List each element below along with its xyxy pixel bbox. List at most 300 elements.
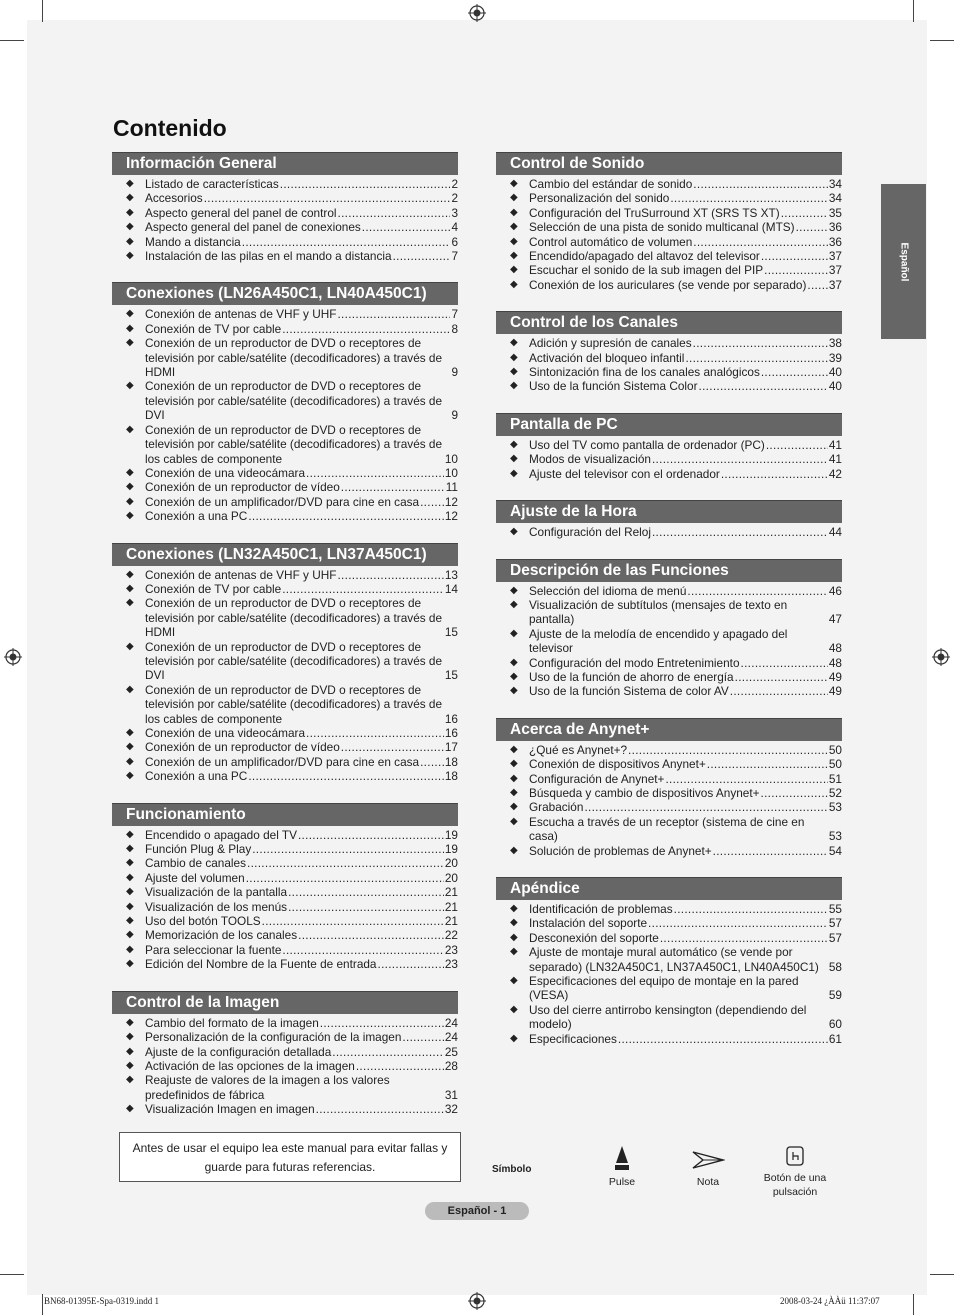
toc-item — [112, 914, 458, 928]
toc-page-number: 48 — [828, 641, 842, 656]
toc-item-text: Reajuste de valores de la imagen a los valores predefinidos de fábrica — [145, 1073, 390, 1102]
section-header: Ajuste de la Hora — [496, 500, 842, 523]
toc-page-number: 12 — [444, 509, 458, 524]
toc-item-text: Sintonización fina de los canales analógicos — [529, 365, 760, 380]
dot-leader — [341, 740, 444, 754]
toc-item-list — [112, 175, 458, 263]
dot-leader — [306, 726, 444, 740]
toc-item-text: Ajuste de la configuración detallada — [145, 1044, 332, 1059]
toc-page-number: 2 — [451, 191, 458, 206]
toc-item — [112, 943, 458, 957]
crop-mark — [930, 1274, 954, 1275]
toc-item-text: Uso de la función Sistema de color AV — [529, 684, 729, 699]
section-header: Control de los Canales — [496, 311, 842, 334]
dot-leader — [761, 249, 828, 263]
toc-item-text: Listado de características — [145, 177, 279, 191]
toc-page-number: 9 — [451, 408, 458, 423]
toc-item — [112, 206, 458, 220]
toc-section — [496, 413, 842, 481]
diamond-bullet-icon: ◆ — [126, 943, 134, 955]
print-timestamp: 2008-03-24 ¿ÀÀü 11:37:07 — [780, 1296, 880, 1306]
diamond-bullet-icon: ◆ — [126, 683, 134, 695]
dot-leader — [761, 786, 828, 800]
dot-leader — [796, 220, 828, 234]
toc-item — [112, 480, 458, 494]
diamond-bullet-icon: ◆ — [510, 758, 518, 770]
toc-item-text: Encendido o apagado del TV — [145, 827, 297, 842]
toc-item-list — [496, 741, 842, 858]
toc-page-number: 10 — [444, 451, 458, 466]
toc-page-number: 40 — [828, 365, 842, 380]
dot-leader — [306, 466, 444, 480]
page-number-badge: Español - 1 — [425, 1202, 529, 1220]
toc-page-number: 36 — [828, 234, 842, 249]
diamond-bullet-icon: ◆ — [510, 931, 518, 943]
crop-mark — [0, 40, 24, 41]
diamond-bullet-icon: ◆ — [126, 828, 134, 840]
dot-leader — [766, 438, 828, 452]
toc-item-text: Conexión de antenas de VHF y UHF — [145, 567, 337, 582]
diamond-bullet-icon: ◆ — [126, 495, 134, 507]
toc-page-number: 47 — [828, 612, 842, 627]
toc-item-text: Selección del idioma de menú — [529, 583, 687, 598]
toc-page-number: 4 — [451, 220, 458, 235]
toc-item-text: Ajuste de la melodía de encendido y apagado del televisor — [529, 626, 788, 656]
toc-left-column — [112, 152, 458, 1136]
dot-leader — [262, 914, 444, 928]
diamond-bullet-icon: ◆ — [126, 958, 134, 970]
toc-item — [112, 755, 458, 769]
section-header: Funcionamiento — [112, 803, 458, 826]
toc-item-text: Conexión de una videocámara — [145, 726, 306, 740]
diamond-bullet-icon: ◆ — [126, 423, 134, 435]
toc-item-text: Personalización de la configuración de la imagen — [145, 1030, 402, 1045]
diamond-bullet-icon: ◆ — [126, 380, 134, 392]
toc-page-number: 54 — [828, 843, 842, 858]
toc-item-text: Configuración del Reloj — [529, 525, 651, 540]
toc-item-text: Selección de una pista de sonido multicanal (MTS) — [529, 220, 795, 235]
toc-page-number: 44 — [828, 525, 842, 540]
dot-leader — [707, 757, 828, 771]
toc-item-text: Grabación — [529, 800, 584, 815]
diamond-bullet-icon: ◆ — [126, 843, 134, 855]
toc-item-text: Uso de la función de ahorro de energía — [529, 669, 734, 684]
toc-page-number: 28 — [444, 1058, 458, 1073]
toc-item-text: Configuración de Anynet+ — [529, 771, 665, 786]
diamond-bullet-icon: ◆ — [126, 337, 134, 349]
registration-mark-icon — [4, 648, 22, 666]
dot-leader — [298, 828, 444, 842]
section-header: Acerca de Anynet+ — [496, 718, 842, 741]
toc-page-number: 37 — [828, 263, 842, 278]
toc-page-number: 6 — [451, 234, 458, 249]
diamond-bullet-icon: ◆ — [510, 467, 518, 479]
toc-item-text: Activación de las opciones de la imagen — [145, 1058, 355, 1073]
dot-leader — [252, 842, 444, 856]
toc-item — [496, 627, 842, 656]
toc-page-number: 58 — [828, 959, 842, 974]
toc-item — [112, 683, 458, 726]
toc-item — [112, 191, 458, 205]
toc-page-number: 48 — [828, 655, 842, 670]
toc-item-text: Configuración del TruSurround XT (SRS TS XT) — [529, 205, 780, 220]
toc-item — [496, 351, 842, 365]
dot-leader — [248, 769, 444, 783]
diamond-bullet-icon: ◆ — [510, 685, 518, 697]
toc-section — [496, 718, 842, 858]
toc-page-number: 41 — [828, 437, 842, 452]
toc-item-text: Conexión de un reproductor de DVD o receptores de televisión por cable/satélite (decodificadores) a través de los cables de componente — [145, 682, 443, 726]
toc-page-number: 50 — [828, 757, 842, 772]
push-symbol — [582, 1145, 662, 1189]
diamond-bullet-icon: ◆ — [510, 946, 518, 958]
toc-page-number: 55 — [828, 902, 842, 916]
diamond-bullet-icon: ◆ — [510, 801, 518, 813]
diamond-bullet-icon: ◆ — [510, 178, 518, 189]
toc-item-text: Escuchar el sonido de la sub imagen del PIP — [529, 263, 764, 278]
toc-item-text: Modos de visualización — [529, 452, 651, 467]
side-tab-label: Español — [898, 242, 909, 281]
toc-page-number: 34 — [828, 177, 842, 191]
dot-leader — [356, 1059, 444, 1073]
dot-leader — [337, 307, 450, 321]
crop-mark — [913, 0, 914, 22]
crop-mark — [42, 1294, 43, 1315]
diamond-bullet-icon: ◆ — [126, 192, 134, 204]
toc-item-text: Aspecto general del panel de control — [145, 205, 337, 220]
diamond-bullet-icon: ◆ — [510, 453, 518, 465]
toc-page-number: 60 — [828, 1017, 842, 1032]
dot-leader — [741, 656, 828, 670]
toc-item-text: Uso del cierre antirrobo kensington (dependiendo del modelo) — [529, 1002, 807, 1032]
toc-page-number: 19 — [444, 827, 458, 842]
dot-leader — [248, 509, 444, 523]
diamond-bullet-icon: ◆ — [126, 770, 134, 782]
toc-item — [496, 525, 842, 539]
toc-item-text: Conexión a una PC — [145, 769, 248, 784]
dot-leader — [298, 928, 444, 942]
toc-item — [496, 974, 842, 1003]
dot-leader — [628, 743, 828, 757]
diamond-bullet-icon: ◆ — [510, 627, 518, 639]
toc-section — [112, 152, 458, 263]
toc-item-text: Especificaciones del equipo de montaje en la pared (VESA) — [529, 974, 799, 1003]
toc-item — [112, 856, 458, 870]
toc-item-text: Uso del botón TOOLS — [145, 914, 261, 929]
toc-page-number: 49 — [828, 684, 842, 699]
diamond-bullet-icon: ◆ — [126, 755, 134, 767]
toc-item-text: Función Plug & Play — [145, 842, 252, 857]
dot-leader — [618, 1032, 828, 1046]
toc-item-text: Búsqueda y cambio de dispositivos Anynet+ — [529, 785, 760, 800]
toc-page-number: 24 — [444, 1030, 458, 1045]
push-icon — [613, 1145, 631, 1171]
toc-item — [112, 1030, 458, 1044]
dot-leader — [761, 365, 828, 379]
dot-leader — [764, 263, 828, 277]
diamond-bullet-icon: ◆ — [126, 900, 134, 912]
dot-leader — [693, 235, 828, 249]
toc-page-number: 57 — [828, 916, 842, 931]
toc-page-number: 22 — [444, 928, 458, 943]
toc-page-number: 61 — [828, 1031, 842, 1046]
toc-item-text: ¿Qué es Anynet+? — [529, 742, 628, 757]
page-title: Contenido — [113, 115, 227, 141]
toc-item — [112, 1102, 458, 1116]
diamond-bullet-icon: ◆ — [126, 308, 134, 320]
diamond-bullet-icon: ◆ — [126, 929, 134, 941]
toc-page-number: 50 — [828, 742, 842, 757]
toc-page-number: 15 — [444, 625, 458, 640]
toc-page-number: 8 — [451, 321, 458, 336]
toc-item-text: Conexión a una PC — [145, 509, 248, 524]
toc-item — [496, 815, 842, 844]
toc-item-text: Conexión de un reproductor de DVD o receptores de televisión por cable/satélite (decodificadores) a través de HDMI — [145, 336, 443, 380]
toc-item-text: Instalación de las pilas en el mando a distancia — [145, 249, 392, 264]
toc-item-text: Desconexión del soporte — [529, 930, 659, 945]
toc-page-number: 13 — [444, 567, 458, 582]
diamond-bullet-icon: ◆ — [510, 598, 518, 610]
diamond-bullet-icon: ◆ — [510, 278, 518, 290]
toc-item — [112, 423, 458, 466]
toc-item — [496, 365, 842, 379]
toc-right-column — [496, 152, 842, 1065]
toc-item-text: Conexión de un amplificador/DVD para cine en casa — [145, 754, 420, 769]
toc-item-list — [496, 175, 842, 292]
toc-page-number: 20 — [444, 870, 458, 885]
diamond-bullet-icon: ◆ — [126, 206, 134, 218]
toc-item-text: Visualización de la pantalla — [145, 885, 288, 900]
toc-item — [496, 379, 842, 393]
toc-item-text: Aspecto general del panel de conexiones — [145, 220, 361, 235]
toc-item-text: Mando a distancia — [145, 234, 241, 249]
note-label: Nota — [696, 1176, 720, 1188]
diamond-bullet-icon: ◆ — [126, 481, 134, 493]
toc-item-list — [112, 305, 458, 523]
one-touch-button-icon — [785, 1145, 805, 1167]
toc-item-text: Configuración del modo Entretenimiento — [529, 655, 740, 670]
toc-item-text: Conexión de un reproductor de DVD o receptores de televisión por cable/satélite (decodificadores) a través de DVI — [145, 379, 443, 423]
diamond-bullet-icon: ◆ — [126, 597, 134, 609]
toc-item-text: Solución de problemas de Anynet+ — [529, 843, 712, 858]
registration-mark-icon — [468, 1292, 486, 1310]
toc-page-number: 16 — [444, 726, 458, 740]
toc-item-text: Cambio de canales — [145, 856, 246, 871]
toc-item-text: Identificación de problemas — [529, 902, 673, 916]
diamond-bullet-icon: ◆ — [126, 510, 134, 522]
toc-page-number: 9 — [451, 365, 458, 380]
diamond-bullet-icon: ◆ — [510, 584, 518, 596]
toc-item — [112, 957, 458, 971]
toc-item — [496, 191, 842, 205]
dot-leader — [332, 1045, 444, 1059]
dot-leader — [665, 772, 827, 786]
crop-mark — [930, 40, 954, 41]
crop-mark — [913, 1294, 914, 1315]
toc-page-number: 57 — [828, 930, 842, 945]
toc-section — [496, 311, 842, 394]
toc-item-text: Conexión de dispositivos Anynet+ — [529, 757, 706, 772]
diamond-bullet-icon: ◆ — [126, 1045, 134, 1057]
dot-leader — [393, 249, 451, 263]
toc-page-number: 18 — [444, 754, 458, 769]
toc-page-number: 39 — [828, 350, 842, 365]
diamond-bullet-icon: ◆ — [126, 178, 134, 189]
crop-mark — [42, 0, 43, 22]
diamond-bullet-icon: ◆ — [510, 917, 518, 929]
toc-item — [496, 438, 842, 452]
dot-leader — [713, 844, 828, 858]
dot-leader — [584, 800, 827, 814]
toc-page-number: 16 — [444, 711, 458, 726]
toc-section — [112, 991, 458, 1117]
note-arrow-icon — [691, 1149, 725, 1171]
toc-item — [496, 584, 842, 598]
dot-leader — [247, 856, 444, 870]
dot-leader — [282, 943, 443, 957]
diamond-bullet-icon: ◆ — [126, 1031, 134, 1043]
toc-section — [496, 152, 842, 292]
diamond-bullet-icon: ◆ — [510, 656, 518, 668]
toc-item — [112, 220, 458, 234]
toc-page-number: 59 — [828, 988, 842, 1003]
toc-item — [496, 757, 842, 771]
toc-item — [496, 452, 842, 466]
toc-item-list — [112, 1014, 458, 1117]
toc-item — [112, 249, 458, 263]
toc-item — [112, 322, 458, 336]
toc-item-text: Conexión de un reproductor de vídeo — [145, 740, 340, 755]
dot-leader — [316, 1102, 444, 1116]
toc-item — [496, 772, 842, 786]
toc-item-text: Personalización del sonido — [529, 191, 670, 206]
diamond-bullet-icon: ◆ — [510, 903, 518, 914]
toc-page-number: 7 — [451, 249, 458, 264]
toc-page-number: 12 — [444, 494, 458, 509]
diamond-bullet-icon: ◆ — [510, 975, 518, 987]
toc-item-text: Conexión de un reproductor de DVD o receptores de televisión por cable/satélite (decodificadores) a través de los cables de componente — [145, 422, 443, 466]
dot-leader — [652, 452, 828, 466]
diamond-bullet-icon: ◆ — [510, 206, 518, 218]
toc-item-text: Especificaciones — [529, 1031, 617, 1046]
section-header: Información General — [112, 152, 458, 175]
toc-item-text: Conexión de antenas de VHF y UHF — [145, 307, 337, 322]
toc-item-text: Visualización de los menús — [145, 899, 288, 914]
section-header: Conexiones (LN26A450C1, LN40A450C1) — [112, 282, 458, 305]
toc-item-text: Escucha a través de un receptor (sistema de cine en casa) — [529, 814, 805, 844]
toc-item — [112, 582, 458, 596]
dot-leader — [721, 467, 828, 481]
toc-item — [496, 278, 842, 292]
toc-item — [112, 235, 458, 249]
dot-leader — [670, 191, 828, 205]
toc-section — [112, 543, 458, 784]
dot-leader — [362, 220, 451, 234]
toc-item-text: Conexión de un reproductor de vídeo — [145, 480, 340, 495]
toc-item-text: Conexión de una videocámara — [145, 465, 306, 480]
toc-item — [496, 598, 842, 627]
toc-section — [112, 282, 458, 523]
section-header: Descripción de las Funciones — [496, 559, 842, 582]
diamond-bullet-icon: ◆ — [126, 1103, 134, 1115]
toc-page-number: 35 — [828, 205, 842, 220]
toc-page-number: 53 — [828, 829, 842, 844]
diamond-bullet-icon: ◆ — [510, 670, 518, 682]
toc-item — [112, 568, 458, 582]
diamond-bullet-icon: ◆ — [510, 264, 518, 276]
toc-item-list — [496, 523, 842, 539]
toc-item — [496, 743, 842, 757]
diamond-bullet-icon: ◆ — [510, 438, 518, 450]
toc-item — [112, 1045, 458, 1059]
toc-item — [496, 206, 842, 220]
crop-mark — [0, 1274, 24, 1275]
dot-leader — [242, 235, 451, 249]
dot-leader — [282, 582, 444, 596]
language-side-tab — [881, 184, 926, 339]
symbol-label: Símbolo — [492, 1164, 532, 1175]
dot-leader — [204, 191, 451, 205]
dot-leader — [674, 902, 828, 916]
toc-page-number: 25 — [444, 1044, 458, 1059]
note-symbol — [668, 1149, 748, 1189]
section-header: Pantalla de PC — [496, 413, 842, 436]
diamond-bullet-icon: ◆ — [126, 250, 134, 262]
dot-leader — [781, 206, 828, 220]
toc-page-number: 23 — [444, 957, 458, 972]
toc-item — [496, 177, 842, 191]
dot-leader — [693, 336, 828, 350]
dot-leader — [337, 568, 443, 582]
toc-item — [112, 509, 458, 523]
toc-item-text: Memorización de los canales — [145, 928, 298, 943]
diamond-bullet-icon: ◆ — [126, 871, 134, 883]
diamond-bullet-icon: ◆ — [510, 192, 518, 204]
toc-item — [112, 1073, 458, 1102]
toc-item-text: Ajuste del volumen — [145, 870, 245, 885]
dot-leader — [685, 351, 827, 365]
toc-item — [496, 336, 842, 350]
toc-item — [496, 931, 842, 945]
toc-item-text: Edición del Nombre de la Fuente de entrada — [145, 957, 377, 972]
toc-page-number: 40 — [828, 379, 842, 394]
toc-section — [112, 803, 458, 972]
toc-page-number: 37 — [828, 249, 842, 264]
diamond-bullet-icon: ◆ — [126, 741, 134, 753]
toc-page-number: 34 — [828, 191, 842, 206]
toc-page-number: 46 — [828, 583, 842, 598]
dot-leader — [288, 900, 444, 914]
registration-mark-icon — [932, 648, 950, 666]
toc-item-text: Visualización Imagen en imagen — [145, 1102, 315, 1117]
toc-item — [112, 1016, 458, 1030]
toc-item — [112, 640, 458, 683]
toc-item — [496, 844, 842, 858]
dot-leader — [341, 480, 445, 494]
toc-item — [496, 945, 842, 974]
toc-item-text: Cambio del estándar de sonido — [529, 177, 693, 191]
section-header: Conexiones (LN32A450C1, LN37A450C1) — [112, 543, 458, 566]
print-file-info: BN68-01395E-Spa-0319.indd 1 — [44, 1296, 159, 1306]
toc-page-number: 20 — [444, 856, 458, 871]
diamond-bullet-icon: ◆ — [510, 844, 518, 856]
toc-page-number: 41 — [828, 452, 842, 467]
toc-item-text: Para seleccionar la fuente — [145, 942, 282, 957]
toc-item-text: Instalación del soporte — [529, 916, 648, 931]
dot-leader — [282, 322, 450, 336]
toc-page-number: 17 — [444, 740, 458, 755]
notice-box — [119, 1132, 461, 1182]
